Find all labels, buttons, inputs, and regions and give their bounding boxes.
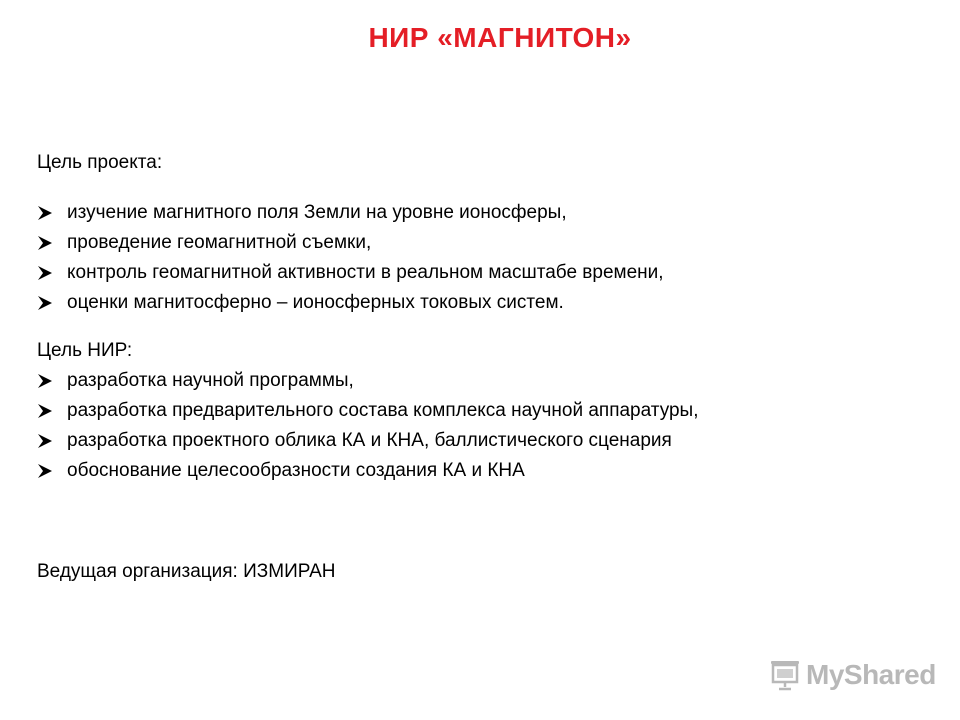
research-goal-label: Цель НИР:: [37, 340, 133, 361]
list-item: [37, 228, 937, 258]
list-item-text: оценки магнитосферно – ионосферных токовых систем.: [67, 292, 564, 313]
list-item: [37, 396, 937, 426]
list-item: [37, 258, 937, 288]
list-item-text: разработка проектного облика КА и КНА, баллистического сценария: [67, 430, 672, 451]
list-item: [37, 366, 937, 396]
list-item-text: разработка научной программы,: [67, 370, 354, 391]
watermark-logo[interactable]: [768, 655, 936, 695]
list-item: [37, 456, 937, 486]
project-goal-list: [37, 198, 937, 318]
list-item-text: разработка предварительного состава комплекса научной аппаратуры,: [67, 400, 699, 421]
list-item: [37, 426, 937, 456]
slide-title: НИР «МАГНИТОН»: [368, 22, 632, 53]
list-item: [37, 288, 937, 318]
arrow-bullet-icon: [37, 295, 53, 311]
list-item-text: контроль геомагнитной активности в реальном масштабе времени,: [67, 262, 664, 283]
lead-organization: Ведущая организация: ИЗМИРАН: [37, 561, 336, 582]
research-goal-list: [37, 366, 937, 486]
projector-screen-icon: [768, 658, 802, 692]
list-item-text: обоснование целесообразности создания КА и КНА: [67, 460, 525, 481]
list-item-text: изучение магнитного поля Земли на уровне ионосферы,: [67, 202, 567, 223]
arrow-bullet-icon: [37, 265, 53, 281]
watermark-text: MyShared: [806, 659, 936, 690]
list-item-text: проведение геомагнитной съемки,: [67, 232, 372, 253]
arrow-bullet-icon: [37, 403, 53, 419]
arrow-bullet-icon: [37, 373, 53, 389]
arrow-bullet-icon: [37, 235, 53, 251]
project-goal-label: Цель проекта:: [37, 152, 163, 173]
list-item: [37, 198, 937, 228]
arrow-bullet-icon: [37, 463, 53, 479]
arrow-bullet-icon: [37, 205, 53, 221]
arrow-bullet-icon: [37, 433, 53, 449]
slide-content: [37, 148, 937, 486]
